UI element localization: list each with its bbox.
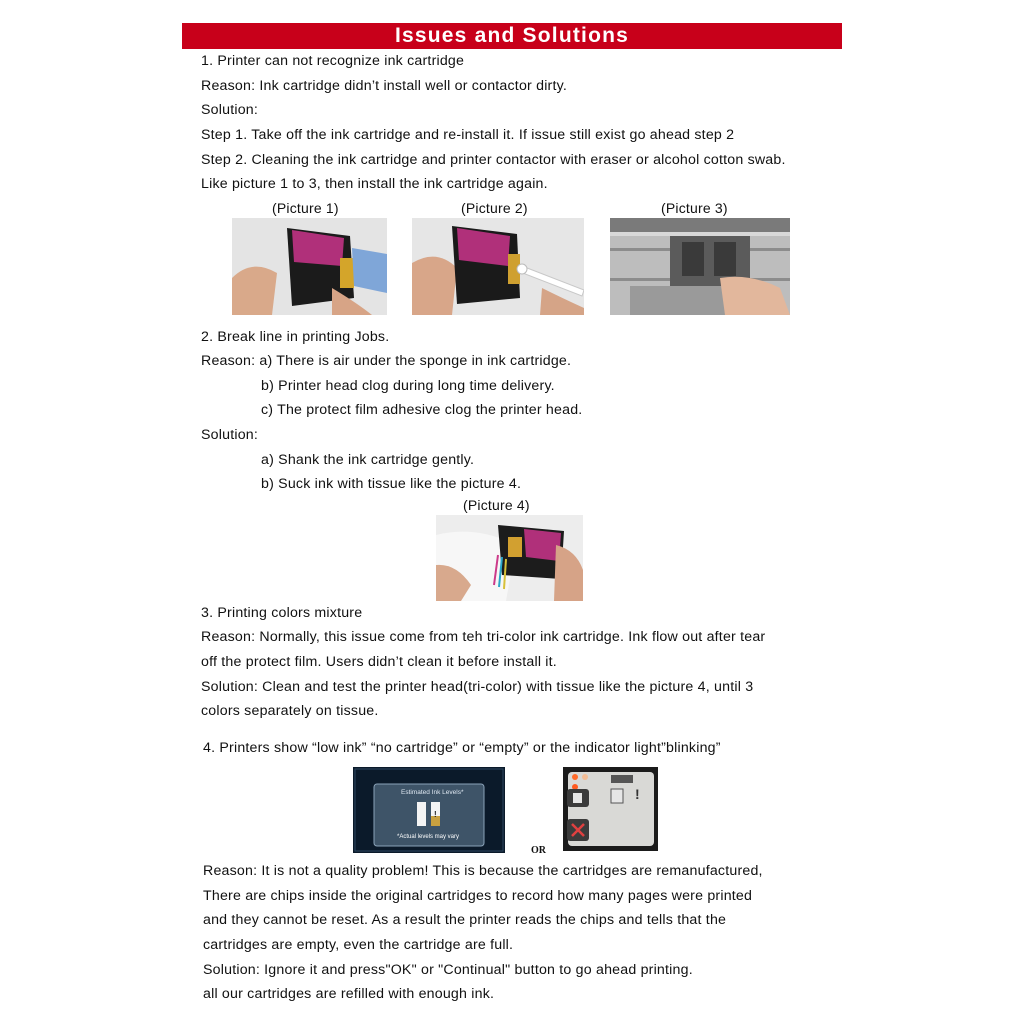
section4-reason-line2: There are chips inside the original cartridges to record how many pages were printed xyxy=(203,888,753,904)
or-label: OR xyxy=(531,845,546,856)
page-title-banner xyxy=(182,23,842,49)
svg-text:!: ! xyxy=(635,786,640,802)
section3-reason-line1: Reason: Normally, this issue come from teh tri-color ink cartridge. Ink flow out after tear xyxy=(201,629,766,645)
picture4-image xyxy=(436,515,583,601)
section1-heading: 1. Printer can not recognize ink cartridge xyxy=(201,53,465,69)
section2-reason-b: b) Printer head clog during long time delivery. xyxy=(261,378,555,394)
section4-reason-line1: Reason: It is not a quality problem! This is because the cartridges are remanufactured, xyxy=(203,863,763,879)
picture3-image xyxy=(610,218,790,315)
section1-reason: Reason: Ink cartridge didn’t install well or contactor dirty. xyxy=(201,78,567,94)
section3-solution-line1: Solution: Clean and test the printer head(tri-color) with tissue like the picture 4, until 3 xyxy=(201,679,754,695)
section2-solution-label: Solution: xyxy=(201,427,259,443)
section1-solution-label: Solution: xyxy=(201,102,259,118)
section4-reason-line4: cartridges are empty, even the cartridge are full. xyxy=(203,937,514,953)
picture3-caption: (Picture 3) xyxy=(661,200,728,216)
ink-levels-screen-image xyxy=(353,767,505,853)
section2-reason-a: Reason: a) There is air under the sponge in ink cartridge. xyxy=(201,353,572,369)
section3-solution-line2: colors separately on tissue. xyxy=(201,703,379,719)
printer-panel-image xyxy=(563,767,658,851)
picture2-image xyxy=(412,218,584,315)
picture4-caption: (Picture 4) xyxy=(463,497,530,513)
section2-reason-c: c) The protect film adhesive clog the printer head. xyxy=(261,402,583,418)
section3-heading: 3. Printing colors mixture xyxy=(201,605,363,621)
section2-solution-a: a) Shank the ink cartridge gently. xyxy=(261,452,475,468)
section4-solution-line: Solution: Ignore it and press"OK" or "Continual" button to go ahead printing. xyxy=(203,962,693,978)
section4-heading: 4. Printers show “low ink” “no cartridge” or “empty” or the indicator light”blinking” xyxy=(203,740,721,756)
page-title: Issues and Solutions xyxy=(394,24,630,47)
section2-heading: 2. Break line in printing Jobs. xyxy=(201,329,390,345)
picture2-caption: (Picture 2) xyxy=(461,200,528,216)
section4-reason-line3: and they cannot be reset. As a result the printer reads the chips and tells that the xyxy=(203,912,727,928)
section1-step2: Step 2. Cleaning the ink cartridge and printer contactor with eraser or alcohol cotton swab. xyxy=(201,152,786,168)
section2-solution-b: b) Suck ink with tissue like the picture 4. xyxy=(261,476,522,492)
section4-final-line: all our cartridges are refilled with enough ink. xyxy=(203,986,495,1002)
section1-step3: Like picture 1 to 3, then install the ink cartridge again. xyxy=(201,176,548,192)
section1-step1: Step 1. Take off the ink cartridge and re-install it. If issue still exist go ahead step 2 xyxy=(201,127,735,143)
ink-levels-note: *Actual levels may vary xyxy=(397,834,460,840)
svg-text:!: ! xyxy=(434,810,437,819)
ink-levels-title: Estimated Ink Levels* xyxy=(401,789,464,796)
section3-reason-line2: off the protect film. Users didn’t clean it before install it. xyxy=(201,654,557,670)
picture1-image xyxy=(232,218,387,315)
picture1-caption: (Picture 1) xyxy=(272,200,339,216)
